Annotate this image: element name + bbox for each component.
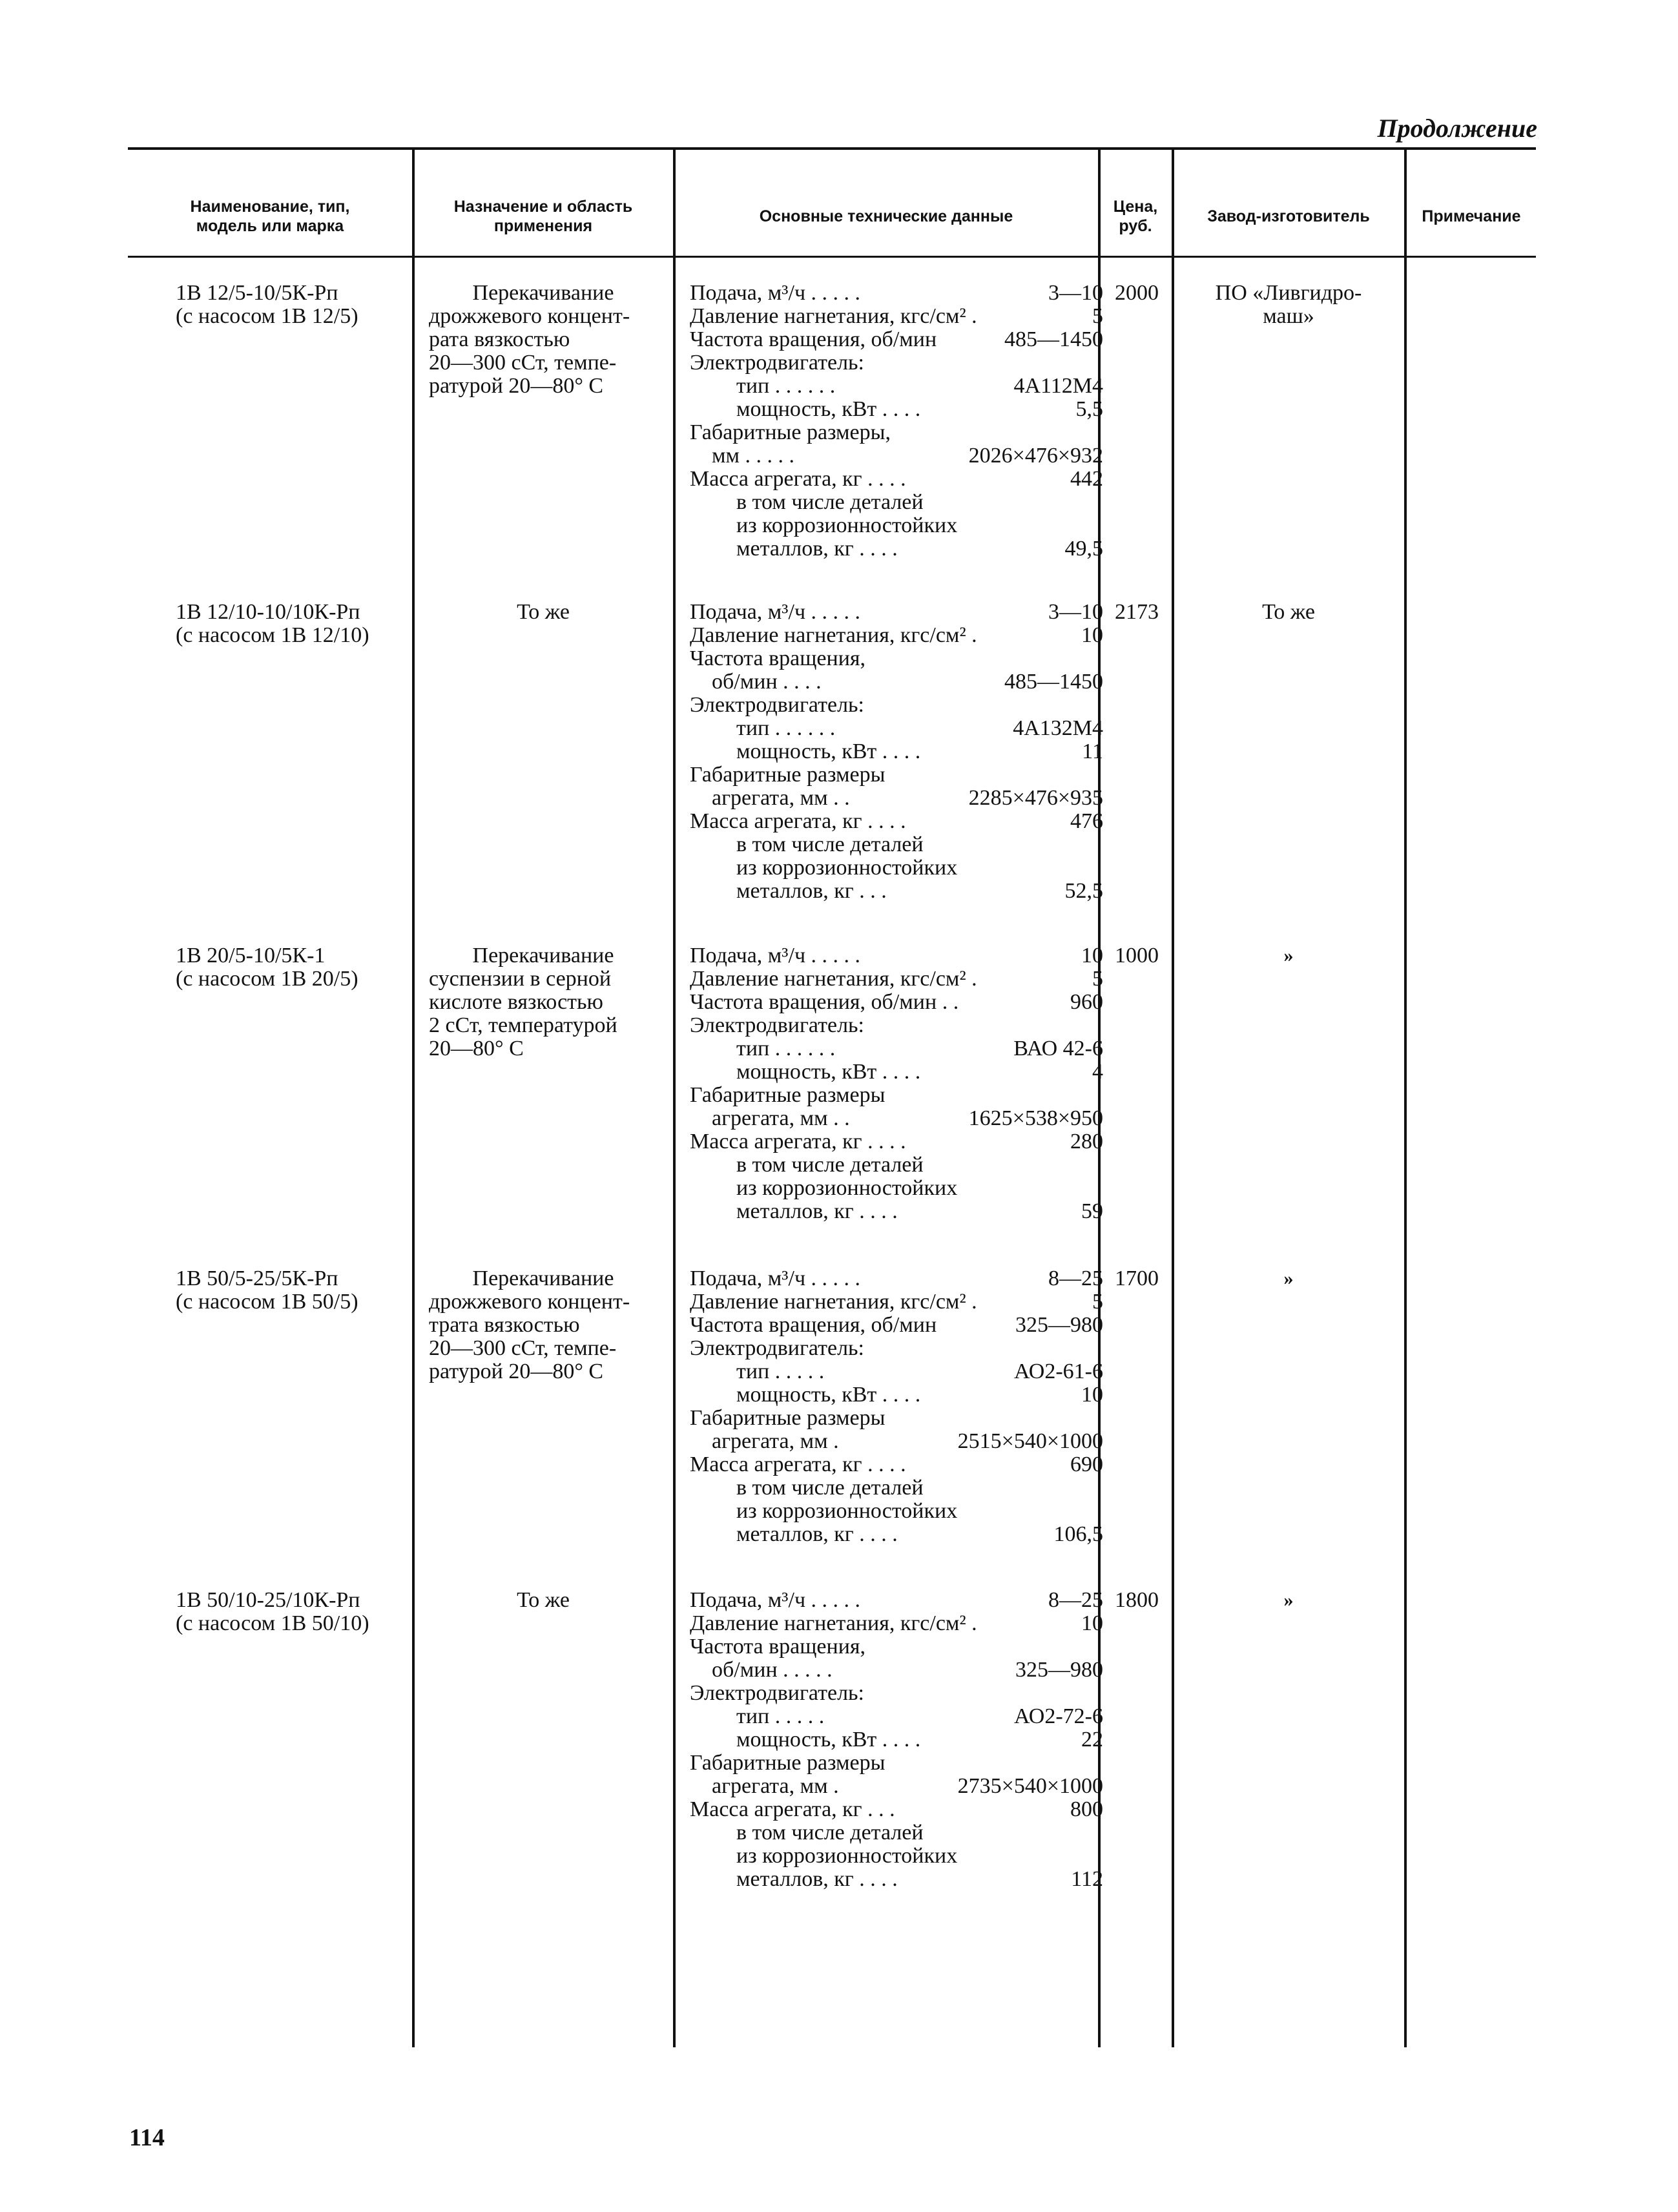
spec-label: Габаритные размеры, bbox=[690, 420, 891, 444]
spec-line bbox=[690, 1383, 1103, 1407]
manufacturer bbox=[1182, 601, 1395, 624]
product-name-line: 1В 12/10-10/10К-Рп bbox=[176, 600, 360, 624]
manufacturer-line: То же bbox=[1262, 600, 1315, 624]
spec-line bbox=[690, 328, 1103, 351]
product-name-line: 1В 20/5-10/5К-1 bbox=[176, 944, 326, 967]
product-name bbox=[176, 1589, 408, 1635]
spec-line bbox=[690, 1612, 1103, 1635]
spec-line bbox=[690, 375, 1103, 398]
continuation-label: Продолжение bbox=[1377, 114, 1537, 143]
spec-value: 52,5 bbox=[1064, 879, 1103, 903]
spec-label: Частота вращения, bbox=[690, 646, 866, 670]
spec-value: 800 bbox=[1070, 1797, 1103, 1821]
spec-label: Масса агрегата, кг . . . . bbox=[690, 1130, 906, 1153]
product-purpose-line: То же bbox=[517, 600, 570, 624]
spec-label: из коррозионностойких bbox=[736, 1499, 958, 1523]
product-purpose-line: ратурой 20—80° С bbox=[429, 1359, 604, 1383]
spec-line bbox=[690, 491, 1103, 514]
price: 2000 bbox=[1115, 281, 1159, 305]
spec-line bbox=[690, 1798, 1103, 1821]
spec-line bbox=[690, 1153, 1103, 1177]
header-maker: Завод-изготовитель bbox=[1207, 207, 1370, 225]
spec-line bbox=[690, 1337, 1103, 1360]
spec-label: Давление нагнетания, кгс/см² . bbox=[690, 1290, 977, 1314]
spec-label: в том числе деталей bbox=[736, 1476, 924, 1500]
spec-line bbox=[690, 537, 1103, 561]
page-number: 114 bbox=[129, 2124, 165, 2151]
spec-line bbox=[690, 1060, 1103, 1084]
technical-specs bbox=[690, 1589, 1103, 1891]
spec-label: Масса агрегата, кг . . . . bbox=[690, 1452, 906, 1476]
spec-line bbox=[690, 1130, 1103, 1153]
manufacturer-line: маш» bbox=[1263, 304, 1314, 328]
product-name-line: 1В 50/10-25/10К-Рп bbox=[176, 1588, 360, 1612]
spec-label: из коррозионностойких bbox=[736, 1176, 958, 1200]
spec-value: 325—980 bbox=[1015, 1658, 1103, 1682]
product-name bbox=[176, 601, 408, 647]
price: 1800 bbox=[1115, 1588, 1159, 1612]
product-purpose-line: суспензии в серной bbox=[429, 967, 612, 991]
spec-value: 8—25 bbox=[1048, 1266, 1103, 1290]
manufacturer bbox=[1182, 944, 1395, 967]
spec-line bbox=[690, 305, 1103, 328]
spec-line bbox=[690, 1430, 1103, 1453]
spec-value: АО2-61-6 bbox=[1013, 1359, 1103, 1383]
spec-label: Давление нагнетания, кгс/см² . bbox=[690, 304, 977, 328]
spec-value: 8—25 bbox=[1048, 1588, 1103, 1612]
spec-label: агрегата, мм . . bbox=[712, 1106, 850, 1130]
spec-value: 5 bbox=[1092, 1290, 1103, 1314]
spec-line bbox=[690, 856, 1103, 880]
product-purpose-line: трата вязкостью bbox=[429, 1313, 580, 1337]
spec-line bbox=[690, 1037, 1103, 1060]
spec-line bbox=[690, 1290, 1103, 1314]
spec-value: 10 bbox=[1081, 623, 1103, 647]
spec-value: 5,5 bbox=[1075, 397, 1103, 421]
spec-label: Частота вращения, об/мин bbox=[690, 327, 937, 351]
spec-value: 49,5 bbox=[1064, 537, 1103, 561]
spec-value: 2285×476×935 bbox=[968, 786, 1103, 810]
spec-line bbox=[690, 444, 1103, 468]
spec-line bbox=[690, 1752, 1103, 1775]
spec-value: 5 bbox=[1092, 304, 1103, 328]
technical-specs bbox=[690, 944, 1103, 1223]
spec-value: 10 bbox=[1081, 944, 1103, 967]
spec-line bbox=[690, 740, 1103, 763]
spec-value: 106,5 bbox=[1053, 1522, 1103, 1546]
spec-label: тип . . . . . . bbox=[736, 716, 836, 740]
spec-value: АО2-72-6 bbox=[1013, 1704, 1103, 1728]
column-divider bbox=[673, 149, 676, 2047]
spec-label: металлов, кг . . . . bbox=[736, 1199, 898, 1223]
spec-label: тип . . . . . bbox=[736, 1359, 825, 1383]
header-note: Примечание bbox=[1422, 207, 1521, 225]
spec-line bbox=[690, 1200, 1103, 1223]
table-top-rule bbox=[128, 147, 1536, 150]
spec-line bbox=[690, 1314, 1103, 1337]
spec-line bbox=[690, 1775, 1103, 1798]
spec-label: Масса агрегата, кг . . . . bbox=[690, 467, 906, 491]
spec-line bbox=[690, 1014, 1103, 1037]
spec-value: 2026×476×932 bbox=[968, 444, 1103, 468]
spec-label: Частота вращения, об/мин bbox=[690, 1313, 937, 1337]
product-name-line: (с насосом 1В 50/10) bbox=[176, 1611, 369, 1635]
column-divider bbox=[412, 149, 415, 2047]
spec-line bbox=[690, 763, 1103, 787]
spec-label: об/мин . . . . . bbox=[712, 1658, 833, 1682]
product-name-line: (с насосом 1В 20/5) bbox=[176, 967, 358, 991]
spec-line bbox=[690, 601, 1103, 624]
product-name-line: 1В 12/5-10/5К-Рп bbox=[176, 281, 338, 305]
spec-line bbox=[690, 1107, 1103, 1130]
spec-value: 476 bbox=[1070, 809, 1103, 833]
spec-label: мм . . . . . bbox=[712, 444, 795, 468]
spec-line bbox=[690, 810, 1103, 833]
spec-label: Габаритные размеры bbox=[690, 1083, 886, 1107]
spec-line bbox=[690, 717, 1103, 740]
spec-label: Давление нагнетания, кгс/см² . bbox=[690, 623, 977, 647]
spec-label: в том числе деталей bbox=[736, 1821, 924, 1845]
spec-value: 4А112М4 bbox=[1013, 374, 1103, 398]
spec-label: металлов, кг . . . . bbox=[736, 1867, 898, 1891]
product-purpose-line: Перекачивание bbox=[472, 281, 614, 305]
product-purpose bbox=[429, 944, 658, 1060]
technical-specs bbox=[690, 1267, 1103, 1546]
product-purpose-line: 20—300 сСт, темпе- bbox=[429, 1336, 617, 1360]
spec-label: агрегата, мм . . bbox=[712, 786, 850, 810]
spec-label: Подача, м³/ч . . . . . bbox=[690, 1266, 861, 1290]
spec-line bbox=[690, 1084, 1103, 1107]
spec-label: тип . . . . . . bbox=[736, 1037, 836, 1060]
product-purpose-line: рата вязкостью bbox=[429, 327, 570, 351]
spec-line bbox=[690, 398, 1103, 421]
manufacturer-line: » bbox=[1283, 1589, 1294, 1611]
spec-label: из коррозионностойких bbox=[736, 1844, 958, 1868]
spec-value: 2735×540×1000 bbox=[957, 1774, 1103, 1798]
spec-label: тип . . . . . . bbox=[736, 374, 836, 398]
spec-value: 442 bbox=[1070, 467, 1103, 491]
spec-label: мощность, кВт . . . . bbox=[736, 397, 921, 421]
spec-value: 2515×540×1000 bbox=[957, 1429, 1103, 1453]
spec-label: мощность, кВт . . . . bbox=[736, 1060, 921, 1084]
spec-label: Подача, м³/ч . . . . . bbox=[690, 1588, 861, 1612]
product-purpose-line: кислоте вязкостью bbox=[429, 990, 603, 1014]
product-name-line: (с насосом 1В 12/10) bbox=[176, 623, 369, 647]
spec-label: Габаритные размеры bbox=[690, 1406, 886, 1430]
product-name bbox=[176, 282, 408, 328]
spec-value: 112 bbox=[1071, 1867, 1103, 1891]
spec-line bbox=[690, 1476, 1103, 1500]
spec-label: Габаритные размеры bbox=[690, 1751, 886, 1775]
product-name-line: (с насосом 1В 50/5) bbox=[176, 1290, 358, 1314]
product-purpose bbox=[429, 1267, 658, 1383]
column-divider bbox=[1172, 149, 1174, 2047]
spec-line bbox=[690, 1360, 1103, 1383]
spec-line bbox=[690, 1635, 1103, 1659]
manufacturer bbox=[1182, 1267, 1395, 1290]
spec-label: об/мин . . . . bbox=[712, 670, 822, 694]
spec-label: Подача, м³/ч . . . . . bbox=[690, 281, 861, 305]
spec-label: Подача, м³/ч . . . . . bbox=[690, 944, 861, 967]
spec-label: агрегата, мм . bbox=[712, 1774, 839, 1798]
spec-line bbox=[690, 468, 1103, 491]
spec-value: 4А132М4 bbox=[1013, 716, 1103, 740]
price: 1700 bbox=[1115, 1266, 1159, 1290]
manufacturer-line: » bbox=[1283, 1268, 1294, 1289]
spec-line bbox=[690, 421, 1103, 444]
header-price: Цена, руб. bbox=[1113, 198, 1158, 235]
spec-line bbox=[690, 1177, 1103, 1200]
header-specs: Основные технические данные bbox=[759, 207, 1013, 225]
column-divider bbox=[1404, 149, 1407, 2047]
spec-value: 11 bbox=[1082, 739, 1103, 763]
spec-line bbox=[690, 647, 1103, 670]
spec-label: в том числе деталей bbox=[736, 832, 924, 856]
spec-line bbox=[690, 1728, 1103, 1752]
product-name-line: 1В 50/5-25/5К-Рп bbox=[176, 1266, 338, 1290]
spec-label: металлов, кг . . . . bbox=[736, 537, 898, 561]
spec-line bbox=[690, 282, 1103, 305]
manufacturer bbox=[1182, 1589, 1395, 1612]
spec-value: 1625×538×950 bbox=[968, 1106, 1103, 1130]
spec-label: из коррозионностойких bbox=[736, 856, 958, 880]
spec-line bbox=[690, 967, 1103, 991]
product-purpose-line: дрожжевого концент- bbox=[429, 304, 630, 328]
spec-label: Частота вращения, bbox=[690, 1635, 866, 1659]
spec-line bbox=[690, 1453, 1103, 1476]
spec-value: 3—10 bbox=[1048, 600, 1103, 624]
spec-label: Электродвигатель: bbox=[690, 1681, 864, 1705]
spec-value: 10 bbox=[1081, 1611, 1103, 1635]
technical-specs bbox=[690, 282, 1103, 561]
spec-label: Давление нагнетания, кгс/см² . bbox=[690, 967, 977, 991]
spec-line bbox=[690, 514, 1103, 537]
spec-label: Подача, м³/ч . . . . . bbox=[690, 600, 861, 624]
spec-line bbox=[690, 880, 1103, 903]
product-purpose-line: 2 сСт, температурой bbox=[429, 1013, 617, 1037]
spec-line bbox=[690, 1523, 1103, 1546]
spec-line bbox=[690, 1589, 1103, 1612]
spec-line bbox=[690, 1500, 1103, 1523]
spec-value: 5 bbox=[1092, 967, 1103, 991]
product-purpose bbox=[429, 1589, 658, 1612]
product-name-line: (с насосом 1В 12/5) bbox=[176, 304, 358, 328]
spec-value: 280 bbox=[1070, 1130, 1103, 1153]
product-purpose-line: 20—300 сСт, темпе- bbox=[429, 351, 617, 375]
spec-label: в том числе деталей bbox=[736, 1153, 924, 1177]
spec-label: Электродвигатель: bbox=[690, 1013, 864, 1037]
spec-label: мощность, кВт . . . . bbox=[736, 1728, 921, 1752]
product-purpose bbox=[429, 282, 658, 398]
spec-label: металлов, кг . . . bbox=[736, 879, 887, 903]
price: 2173 bbox=[1115, 600, 1159, 624]
product-purpose-line: То же bbox=[517, 1588, 570, 1612]
spec-line bbox=[690, 670, 1103, 694]
spec-value: 960 bbox=[1070, 990, 1103, 1014]
product-name bbox=[176, 944, 408, 991]
spec-line bbox=[690, 833, 1103, 856]
spec-label: Давление нагнетания, кгс/см² . bbox=[690, 1611, 977, 1635]
spec-label: Электродвигатель: bbox=[690, 1336, 864, 1360]
spec-value: ВАО 42-6 bbox=[1013, 1037, 1103, 1060]
product-purpose-line: Перекачивание bbox=[472, 1266, 614, 1290]
manufacturer-line: ПО «Ливгидро- bbox=[1215, 281, 1362, 305]
spec-label: агрегата, мм . bbox=[712, 1429, 839, 1453]
product-purpose-line: 20—80° С bbox=[429, 1037, 524, 1060]
spec-line bbox=[690, 624, 1103, 647]
spec-label: Частота вращения, об/мин . . bbox=[690, 990, 959, 1014]
manufacturer-line: » bbox=[1283, 945, 1294, 966]
spec-line bbox=[690, 1705, 1103, 1728]
spec-line bbox=[690, 1682, 1103, 1705]
price: 1000 bbox=[1115, 944, 1159, 967]
technical-specs bbox=[690, 601, 1103, 903]
spec-value: 10 bbox=[1081, 1383, 1103, 1407]
spec-label: Электродвигатель: bbox=[690, 693, 864, 717]
spec-label: металлов, кг . . . . bbox=[736, 1522, 898, 1546]
spec-value: 485—1450 bbox=[1004, 327, 1103, 351]
spec-label: Габаритные размеры bbox=[690, 763, 886, 787]
manufacturer bbox=[1182, 282, 1395, 328]
spec-label: тип . . . . . bbox=[736, 1704, 825, 1728]
spec-label: мощность, кВт . . . . bbox=[736, 739, 921, 763]
spec-line bbox=[690, 1659, 1103, 1682]
spec-value: 3—10 bbox=[1048, 281, 1103, 305]
header-name: Наименование, тип, модель или марка bbox=[190, 198, 350, 235]
spec-value: 485—1450 bbox=[1004, 670, 1103, 694]
spec-line bbox=[690, 944, 1103, 967]
product-purpose-line: Перекачивание bbox=[472, 944, 614, 967]
header-purpose: Назначение и область применения bbox=[453, 198, 633, 235]
spec-value: 690 bbox=[1070, 1452, 1103, 1476]
spec-line bbox=[690, 1407, 1103, 1430]
spec-value: 22 bbox=[1081, 1728, 1103, 1752]
spec-value: 59 bbox=[1081, 1199, 1103, 1223]
spec-label: Электродвигатель: bbox=[690, 351, 864, 375]
spec-label: из коррозионностойких bbox=[736, 513, 958, 537]
product-purpose-line: ратурой 20—80° С bbox=[429, 374, 604, 398]
spec-label: мощность, кВт . . . . bbox=[736, 1383, 921, 1407]
spec-value: 4 bbox=[1092, 1060, 1103, 1084]
product-name bbox=[176, 1267, 408, 1314]
spec-line bbox=[690, 694, 1103, 717]
spec-line bbox=[690, 991, 1103, 1014]
product-purpose bbox=[429, 601, 658, 624]
spec-label: в том числе деталей bbox=[736, 490, 924, 514]
spec-line bbox=[690, 1267, 1103, 1290]
spec-line bbox=[690, 787, 1103, 810]
spec-line bbox=[690, 1868, 1103, 1891]
spec-value: 325—980 bbox=[1015, 1313, 1103, 1337]
product-purpose-line: дрожжевого концент- bbox=[429, 1290, 630, 1314]
spec-line bbox=[690, 351, 1103, 375]
spec-label: Масса агрегата, кг . . . bbox=[690, 1797, 895, 1821]
spec-label: Масса агрегата, кг . . . . bbox=[690, 809, 906, 833]
spec-line bbox=[690, 1821, 1103, 1845]
spec-line bbox=[690, 1845, 1103, 1868]
